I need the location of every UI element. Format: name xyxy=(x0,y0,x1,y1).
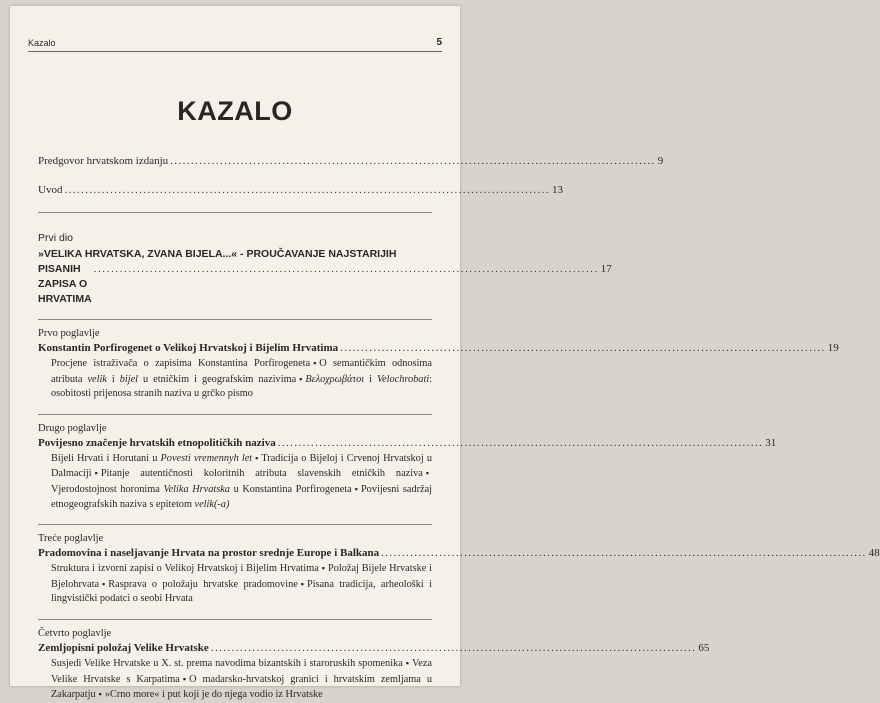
chapter-description: Procjene istraživača o zapisima Konstantina Porfirogeneta ▪ O semantičkim odnosima atributa velik i bijel u etničkim i geografskim nazivima ▪ Βελοχρωβάτοι i Velochrobati: osobitosti prijenosa stranih naziva u grčko pismo xyxy=(51,358,433,400)
chapter-label: Prvo poglavlje xyxy=(38,328,100,339)
book-page xyxy=(10,6,880,701)
bullet-icon: ▪ xyxy=(94,468,98,479)
chapter-label: Drugo poglavlje xyxy=(38,422,107,434)
chapter-title: Konstantin Porfirogenet o Velikoj Hrvatskoj i Bijelim Hrvatima xyxy=(38,342,339,354)
chapter-label: Treće poglavlje xyxy=(38,533,104,545)
chapter-title: Zemljopisni položaj Velike Hrvatske xyxy=(38,641,209,654)
chapter-description: Susjedi Velike Hrvatske u X. st. prema navodima bizantskih i staroruskih spomenika ▪ Veza Velike Hrvatske s Karpatima ▪ O madarsko-hrvatskoj granici i hrvatskim zemljama u Zakarpatju ▪ »Crno more« i put koji je do njega vodio iz Hrvatske xyxy=(51,657,432,701)
bullet-icon: ▪ xyxy=(102,578,106,589)
chapter-description: Struktura i izvorni zapisi o Velikoj Hrvatskoj i Bijelim Hrvatima ▪ Položaj Bijele Hrvatske i Bjelohrvata ▪ Rasprava o položaju hrvatske pradomovine ▪ Pisana tradicija, arheološki i lingvistički podatci o seobi Hrvata xyxy=(51,563,432,605)
page-title: KAZALO xyxy=(177,96,293,126)
header-page-number: 5 xyxy=(436,37,442,48)
toc-entry-preface[interactable] xyxy=(38,154,664,168)
toc-entry-introduction[interactable] xyxy=(38,183,564,197)
chapter-title-row[interactable] xyxy=(38,641,710,655)
bullet-icon: ▪ xyxy=(313,358,317,368)
dot-leader: ..................................................................................................................... xyxy=(277,436,764,449)
chapter-description: Bijeli Hrvati i Horutani u Povesti vremennyh let ▪ Tradicija o Bijeloj i Crvenoj Hrvatskoj u Dalmaciji ▪ Pitanje autentičnosti koloritnih atributa slavenskih etničkih naziva ▪Vjerodostojnost horonima Velika Hrvatska u Konstantina Porfirogeneta ▪ Povijesni sadržaj etnogeografskih naziva s epitetom velik(-a) xyxy=(51,452,433,510)
bullet-icon: ▪ xyxy=(425,468,429,479)
running-header xyxy=(28,30,442,52)
toc-entry-label: Uvod xyxy=(38,184,63,196)
dot-leader: ..................................................................................................................... xyxy=(93,263,599,275)
bullet-icon: ▪ xyxy=(98,689,102,700)
dot-leader: ..................................................................................................................... xyxy=(340,342,826,354)
chapter-4 xyxy=(38,620,710,703)
bullet-icon: ▪ xyxy=(321,563,325,574)
chapter-page: 48 xyxy=(868,547,880,560)
chapter-page: 65 xyxy=(698,641,710,654)
chapter-title-row[interactable] xyxy=(38,341,839,355)
chapter-2 xyxy=(38,415,777,512)
toc-entry-page: 9 xyxy=(657,155,664,167)
chapter-3 xyxy=(38,525,880,607)
chapter-label: Četvrto poglavlje xyxy=(38,627,112,639)
bullet-icon: ▪ xyxy=(405,657,409,668)
chapter-title-row[interactable] xyxy=(38,546,880,560)
part-label: Prvi dio xyxy=(38,232,74,244)
chapter-title-row[interactable] xyxy=(38,436,777,450)
header-section-title: Kazalo xyxy=(28,38,56,48)
bullet-icon: ▪ xyxy=(182,673,187,684)
bullet-icon: ▪ xyxy=(299,373,303,384)
chapter-title: Pradomovina i naseljavanje Hrvata na prostor srednje Europe i Balkana xyxy=(38,547,380,560)
dot-leader: ..................................................................................................................... xyxy=(64,184,551,196)
bullet-icon: ▪ xyxy=(255,452,259,463)
toc-entry-label: Predgovor hrvatskom izdanju xyxy=(38,155,169,167)
chapter-page: 31 xyxy=(765,436,777,449)
divider xyxy=(38,212,432,213)
part-title[interactable] xyxy=(38,247,612,307)
chapter-title: Povijesno značenje hrvatskih etnopolitičkih naziva xyxy=(38,436,276,449)
part-title-line2: PISANIH ZAPISA O HRVATIMA xyxy=(38,263,92,305)
dot-leader: ..................................................................................................................... xyxy=(210,641,697,654)
toc-entry-page: 13 xyxy=(552,184,564,196)
chapter-page: 19 xyxy=(827,342,839,354)
bullet-icon: ▪ xyxy=(354,483,358,494)
bullet-icon: ▪ xyxy=(300,578,304,589)
dot-leader: ..................................................................................................................... xyxy=(170,155,656,167)
table-of-contents xyxy=(38,154,880,703)
chapter-1 xyxy=(38,320,839,402)
dot-leader: ..................................................................................................................... xyxy=(381,547,867,560)
part-page: 17 xyxy=(600,263,612,275)
part-title-line1: »VELIKA HRVATSKA, ZVANA BIJELA...« - PROUČAVANJE NAJSTARIJIH xyxy=(38,248,397,260)
